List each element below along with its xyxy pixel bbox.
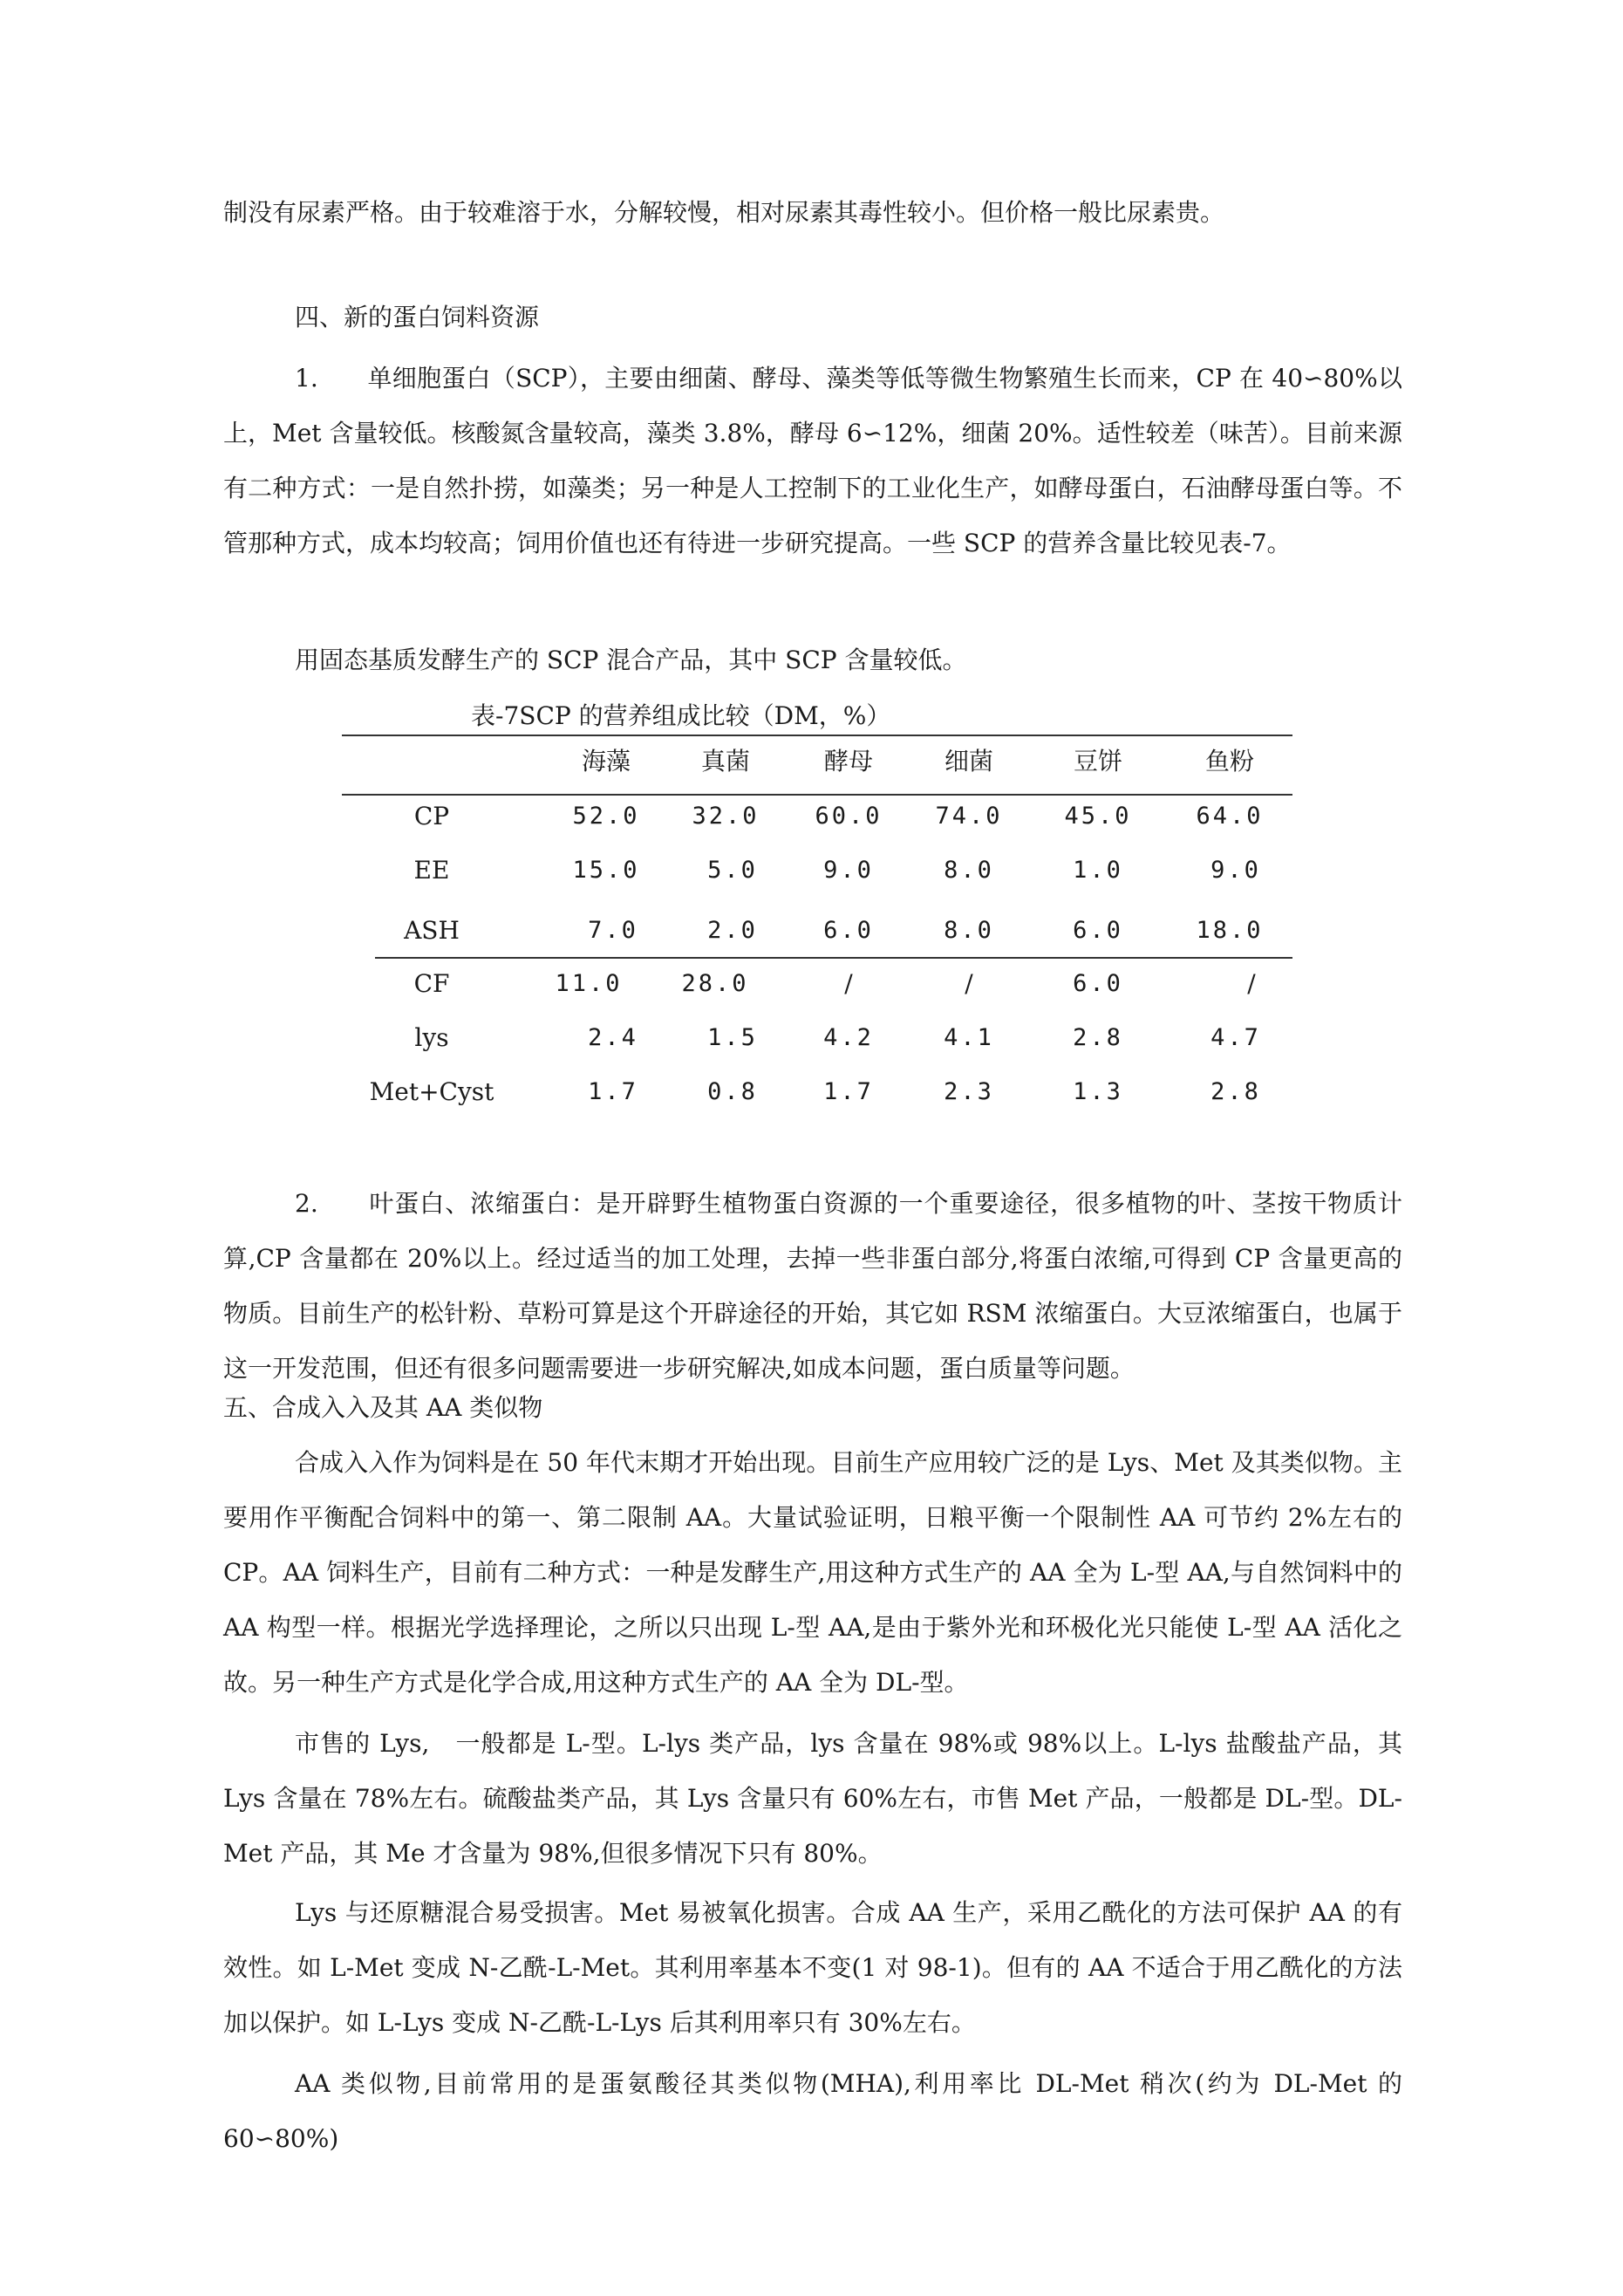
table-row-label: EE [413,856,450,885]
table-cell: 18.0 [1196,917,1264,944]
table-cell: 5.0 [707,857,758,884]
table-cell: 15.0 [572,857,640,884]
table-cell: 11.0 [555,970,623,997]
table-cell: 32.0 [692,803,760,830]
table-cell: 4.2 [823,1024,874,1051]
table-cell: 8.0 [944,857,994,884]
table-cell: 1.7 [588,1078,638,1105]
table-row-label: CP [413,802,450,830]
table-cell: 4.1 [944,1024,994,1051]
table-header-cell: 鱼粉 [1204,747,1254,776]
table-header-cell: 细菌 [944,747,993,776]
table-cell: 1.7 [823,1078,874,1105]
paragraph-acetylation: Lys 与还原糖混合易受损害。Met 易被氧化损害。合成 AA 生产，采用乙酰化的方法可保护 AA 的有效性。如 L-Met 变成 N-乙酰-L-Met。其利用率基本不变(1 对 98-1)。但有的 AA 不适合于用乙酰化的方法加以保护。如 L-Lys 变成 N-乙酰-L-Lys 后其利用率只有 30%左右。 [223,1898,1402,2037]
table-cell: 64.0 [1196,803,1264,830]
table-cell: 60.0 [815,803,883,830]
table-cell: 2.0 [707,917,758,944]
table-cell: / [844,969,853,998]
table-header-rule [342,794,1292,796]
table-header-cell: 海藻 [581,747,631,776]
table-header-cell: 豆饼 [1073,747,1122,776]
table-cell: 28.0 [681,970,749,997]
table-cell: / [1247,969,1256,998]
table-cell: 74.0 [935,803,1003,830]
table-cell: 2.8 [1073,1024,1123,1051]
table-cell: 7.0 [588,917,638,944]
table-cell: 9.0 [823,857,874,884]
table-header-cell: 酵母 [823,747,873,776]
paragraph-leaf-protein: 2. 叶蛋白、浓缩蛋白：是开辟野生植物蛋白资源的一个重要途径，很多植物的叶、茎按干物质计算,CP 含量都在 20%以上。经过适当的加工处理，去掉一些非蛋白部分,将蛋白浓缩,可得到 CP 含量更高的物质。目前生产的松针粉、草粉可算是这个开辟途径的开始，其它如 RSM 浓缩蛋白。大豆浓缩蛋白，也属于这一开发范围，但还有很多问题需要进一步研究解决,如成本问题，蛋白质量等问题。 [223,1189,1402,1383]
paragraph-aa-analogs: AA 类似物,目前常用的是蛋氨酸径其类似物(MHA),利用率比 DL-Met 稍次(约为 DL-Met 的 60∽80%) [223,2069,1402,2153]
section-heading-new-protein-resources: 四、新的蛋白饲料资源 [295,303,540,331]
table-row-label: lys [414,1023,449,1052]
table-cell: 1.3 [1073,1078,1123,1105]
table-caption: 表-7SCP 的营养组成比较（DM，%） [471,701,891,730]
table-cell: 6.0 [1073,970,1123,997]
table-cell: 2.3 [944,1078,994,1105]
table-cell: 2.4 [588,1024,638,1051]
paragraph-solid-fermentation: 用固态基质发酵生产的 SCP 混合产品，其中 SCP 含量较低。 [295,646,967,674]
table-cell: 9.0 [1210,857,1261,884]
table-cell: 45.0 [1064,803,1132,830]
table-mid-rule [375,957,1292,959]
table-cell: 1.5 [707,1024,758,1051]
table-row-label: ASH [404,916,460,945]
table-cell: 52.0 [572,803,640,830]
table-cell: / [965,969,973,998]
table-cell: 0.8 [707,1078,758,1105]
paragraph-lys-met-products: 市售的 Lys, 一般都是 L-型。L-lys 类产品，lys 含量在 98%或 98%以上。L-lys 盐酸盐产品，其 Lys 含量在 78%左右。硫酸盐类产品，其 Lys 含量只有 60%左右，市售 Met 产品，一般都是 DL-型。DL-Met 产品，其 Me 才含量为 98%,但很多情况下只有 80%。 [223,1729,1402,1868]
table-row-label: Met+Cyst [369,1077,494,1106]
table-header-cell: 真菌 [700,747,750,776]
table-top-rule [342,735,1292,736]
paragraph-synthetic-aa-intro: 合成入入作为饲料是在 50 年代末期才开始出现。目前生产应用较广泛的是 Lys、Met 及其类似物。主要用作平衡配合饲料中的第一、第二限制 AA。大量试验证明，日粮平衡一个限制性 AA 可节约 2%左右的 CP。AA 饲料生产，目前有二种方式：一种是发酵生产,用这种方式生产的 AA 全为 L-型 AA,与自然饲料中的 AA 构型一样。根据光学选择理论，之所以只出现 L-型 AA,是由于紫外光和环极化光只能使 L-型 AA 活化之故。另一种生产方式是化学合成,用这种方式生产的 AA 全为 DL-型。 [223,1448,1402,1697]
table-cell: 2.8 [1210,1078,1261,1105]
table-cell: 6.0 [1073,917,1123,944]
table-cell: 1.0 [1073,857,1123,884]
table-row-label: CF [413,969,450,998]
paragraph-scp: 1. 单细胞蛋白（SCP），主要由细菌、酵母、藻类等低等微生物繁殖生长而来，CP 在 40∽80%以上，Met 含量较低。核酸氮含量较高，藻类 3.8%，酵母 6∽12%，细菌 20%。适性较差（味苦）。目前来源有二种方式：一是自然扑捞，如藻类；另一种是人工控制下的工业化生产，如酵母蛋白，石油酵母蛋白等。不管那种方式，成本均较高；饲用价值也还有待进一步研究提高。一些 SCP 的营养含量比较见表-7。 [223,364,1402,557]
section-heading-synthetic-aa: 五、合成入入及其 AA 类似物 [223,1393,543,1422]
table-cell: 4.7 [1210,1024,1261,1051]
table-cell: 8.0 [944,917,994,944]
paragraph-urea-continuation: 制没有尿素严格。由于较难溶于水，分解较慢，相对尿素其毒性较小。但价格一般比尿素贵。 [223,198,1225,227]
table-cell: 6.0 [823,917,874,944]
